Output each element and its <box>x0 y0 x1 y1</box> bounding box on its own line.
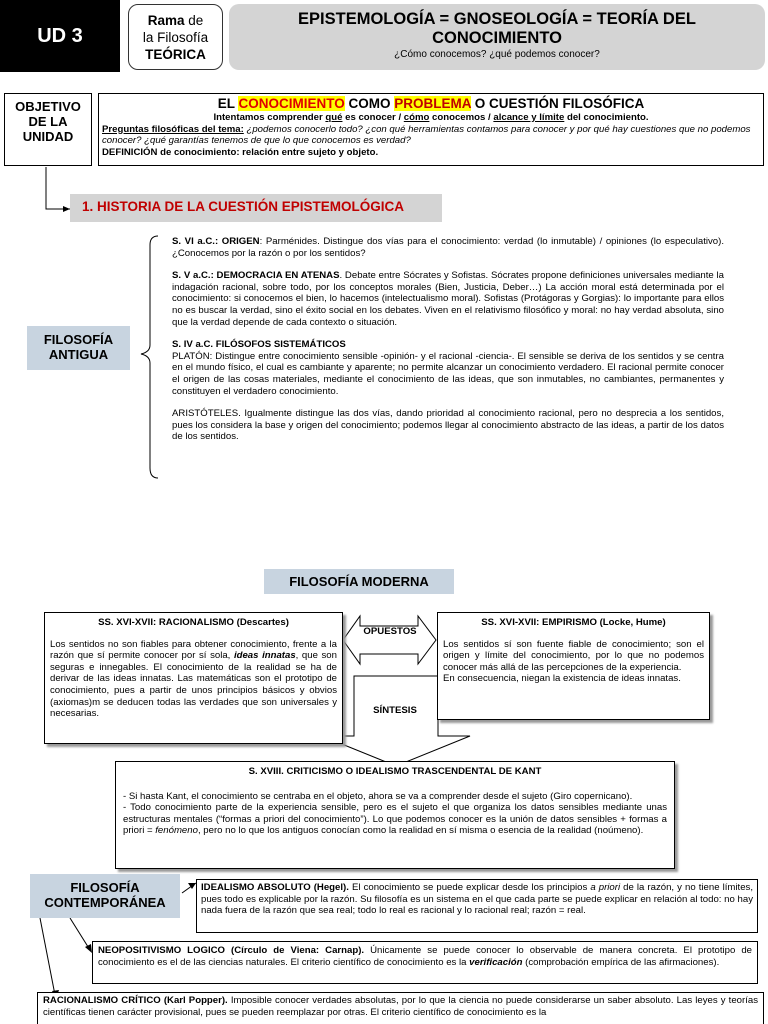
objective-label: OBJETIVO DE LA UNIDAD <box>4 93 92 166</box>
antigua-p3 <box>172 339 724 397</box>
branch-line-3: TEÓRICA <box>145 47 206 62</box>
intro-como: cómo <box>403 112 430 123</box>
objective-heading-pre: EL <box>217 96 239 111</box>
antigua-p2-title: S. V a.C.: DEMOCRACIA EN ATENAS <box>172 270 340 282</box>
kant-title: S. XVIII. CRITICISMO O IDEALISMO TRASCENDENTAL DE KANT <box>248 766 542 777</box>
hegel-box <box>196 879 758 933</box>
branch-line-1 <box>129 12 222 29</box>
kant-box <box>115 761 675 869</box>
questions-label: Preguntas filosóficas del tema: <box>102 123 244 135</box>
antigua-p4-text: ARISTÓTELES. Igualmente distingue las dos vías, dando prioridad al conocimiento racional, pero no desprecia a los sentidos, pues los considera la base y origen del conocimiento; podemos llegar al conocimiento abstracto de las ideas, a partir de los datos de los sentidos. <box>172 408 724 443</box>
kant-p1: - Si hasta Kant, el conocimiento se centraba en el objeto, ahora se va a comprender desde el sujeto (Giro copernicano). <box>123 790 633 802</box>
objective-heading-mid: COMO <box>344 96 395 111</box>
objective-heading <box>102 96 760 112</box>
objective-heading-post: O CUESTIÓN FILOSÓFICA <box>471 96 645 111</box>
kant-p2-b: , pero no lo que los antiguos conocían como la realidad en sí misma o esencia de la realidad (noúmeno). <box>197 825 644 837</box>
neopositivismo-box <box>92 941 758 984</box>
hegel-text-b: de la razón, y no tiene límites, pues todo es explicable por la razón. Su filosofía es un sistema en el que cada parte se puede explicar en relación al todo: no hay nada fuera de la razón que sea real; todo lo real es racional y lo racional real; razón = real. <box>201 882 754 917</box>
racionalismo-title: SS. XVI-XVII: RACIONALISMO (Descartes) <box>98 617 289 628</box>
branch-line-2: la Filosofía <box>142 30 209 45</box>
neo-text-a: Únicamente se puede conocer lo observable de manera concreta. El prototipo de conocimiento es el de las ciencias naturales. El criterio científico de conocimiento es la <box>98 945 753 968</box>
hegel-title: IDEALISMO ABSOLUTO (Hegel). <box>201 882 349 893</box>
intro-que: qué <box>325 112 343 123</box>
antigua-content <box>172 236 724 454</box>
intro-c: es conocer / <box>342 112 404 123</box>
kant-p2-a: - Todo conocimiento parte de la experiencia sensible, pero es el sujeto el que organiza los datos sensibles mediante unas estructuras mentales (“formas a priori del conocimiento”). Lo que podemos conocer es la unión de datos sensibles + formas a priori = <box>123 802 667 837</box>
neo-title: NEOPOSITIVISMO LOGICO (Círculo de Viena: Carnap). <box>98 945 365 956</box>
page-title-line-1: EPISTEMOLOGÍA = GNOSEOLOGÍA = TEORÍA DEL <box>298 10 696 28</box>
section-title-historia: 1. HISTORIA DE LA CUESTIÓN EPISTEMOLÓGICA <box>70 194 442 222</box>
antigua-p2 <box>172 270 724 328</box>
racionalismo-text-b: , que son seguras e innegables. El conocimiento de la realidad se ha de derivar de las ideas innatas. Las matemáticas son el prototipo de conocimiento, pues a partir de unos principios básicos y obvios (axiomas)m se deducen todas las verdades que son universales y necesarias. <box>50 650 337 720</box>
antigua-label: FILOSOFÍA ANTIGUA <box>27 326 130 370</box>
empirismo-p2: En consecuencia, niegan la existencia de ideas innatas. <box>443 673 681 685</box>
kant-p2 <box>123 802 667 837</box>
page-title-line-2: CONOCIMIENTO <box>432 29 562 47</box>
objective-heading-highlight-1: CONOCIMIENTO <box>238 96 345 111</box>
antigua-p3-title: S. IV a.C. FILÓSOFOS SISTEMÁTICOS <box>172 339 346 351</box>
intro-e: conocemos / <box>429 112 494 123</box>
racionalismo-ideas-innatas: ideas innatas <box>233 650 296 662</box>
page-title-box <box>229 4 765 70</box>
objective-box <box>98 93 764 166</box>
popper-title: RACIONALISMO CRÍTICO (Karl Popper). <box>43 995 228 1006</box>
opuestos-label: OPUESTOS <box>363 626 417 637</box>
antigua-p4 <box>172 408 724 443</box>
antigua-p3-text: PLATÓN: Distingue entre conocimiento sensible -opinión- y el racional -ciencia-. El sensible se deriva de los sentidos y se centra en el mundo físico, el cual es cambiante y aparente; no permite alcanzar un conocimiento verdadero. El racional permite conocer el origen de las cosas materiales, mediante el conocimiento de las ideas, que son inmutables, no cambiantes, permanentes y constituyen el verdadero conocimiento. <box>172 350 724 397</box>
objective-heading-highlight-2: PROBLEMA <box>394 96 471 111</box>
popper-text: Imposible conocer verdades absolutas, por lo que la ciencia no puede considerarse un saber absoluto. Las leyes y teorías científicas tienen carácter provisional, pues se pueden reemplazar por otras. El criterio científico de conocimiento es la <box>43 995 759 1018</box>
antigua-p2-text: . Debate entre Sócrates y Sofistas. Sócrates propone definiciones universales mediante la indagación racional, sobre todo, por los conceptos morales (Bien, Justicia, Deber…) La acción moral está determinada por el conocimiento: si conocemos el bien, lo hacemos (intelectualismo moral). Sofistas (Protágoras y Gorgias): lo importante para ellos no es buscar la verdad, sino el éxito social en los debates. Viven en el relativismo filosófico y moral: no hay verdad absoluta, sino que la verdad depende de cada contexto o situación. <box>172 270 724 328</box>
neo-text-b: (comprobación empírica de las afirmaciones). <box>522 956 720 968</box>
neo-verificacion: verificación <box>469 956 523 968</box>
objective-questions <box>102 124 760 147</box>
empirismo-p1: Los sentidos sí son fuente fiable de conocimiento; son el origen y límite del conocimiento, por lo que no podemos conocer más allá de las percepciones de la experiencia. <box>443 638 704 673</box>
popper-box <box>37 992 764 1024</box>
objective-definition: DEFINICIÓN de conocimiento: relación entre sujeto y objeto. <box>102 146 379 158</box>
moderna-label: FILOSOFÍA MODERNA <box>264 569 454 594</box>
empirismo-box <box>437 612 710 720</box>
intro-a: Intentamos comprender <box>213 112 326 123</box>
kant-fenomeno: fenómeno <box>155 825 198 837</box>
page-subtitle: ¿Cómo conocemos? ¿qué podemos conocer? <box>394 49 600 60</box>
racionalismo-box <box>44 612 343 744</box>
unit-label: UD 3 <box>37 24 83 47</box>
intro-alcance: alcance y límite <box>493 112 565 123</box>
antigua-p1-title: S. VI a.C.: ORIGEN <box>172 236 260 247</box>
contemporanea-label: FILOSOFÍA CONTEMPORÁNEA <box>30 874 180 918</box>
antigua-p1-text: : Parménides. Distingue dos vías para el conocimiento: verdad (lo inmutable) / opiniones (lo especulativo). ¿Conocemos por la razón o por los sentidos? <box>172 236 725 259</box>
sintesis-label: SÍNTESIS <box>373 705 417 716</box>
empirismo-title: SS. XVI-XVII: EMPIRISMO (Locke, Hume) <box>481 617 666 628</box>
racionalismo-text <box>50 639 337 720</box>
hegel-text-a: El conocimiento se puede explicar desde los principios <box>348 882 591 893</box>
questions-text: ¿podemos conocerlo todo? ¿con qué herramientas contamos para conocer y por qué hay cuestiones que no podemos conocer? ¿qué garantías tenemos de que lo que conocemos es verdad? <box>102 123 751 146</box>
antigua-p1 <box>172 236 724 259</box>
unit-badge <box>0 0 120 72</box>
racionalismo-text-a: Los sentidos no son fiables para obtener conocimiento, frente a la razón que sí permite conocer por sí sola, <box>50 638 337 662</box>
branch-de: de <box>184 13 204 28</box>
branch-rama: Rama <box>147 13 185 28</box>
objective-intro <box>102 112 760 124</box>
intro-g: del conocimiento. <box>564 112 649 123</box>
branch-box <box>128 4 223 70</box>
hegel-a-priori: a priori <box>590 882 621 893</box>
